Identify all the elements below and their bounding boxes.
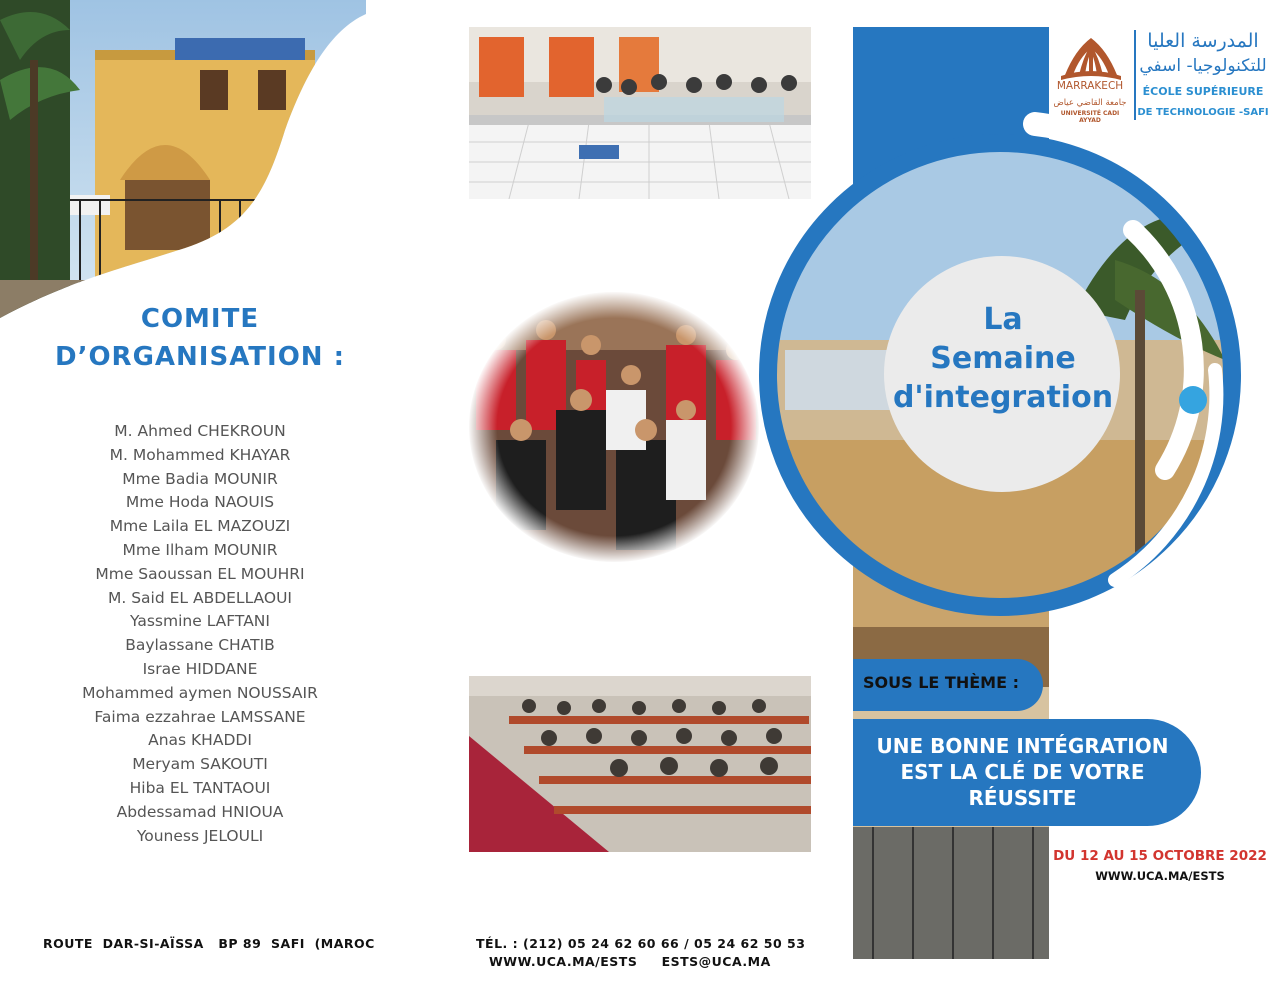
event-title-line1: La [983,302,1023,337]
committee-member: M. Said EL ABDELLAOUI [107,588,293,607]
theme-line1: UNE BONNE INTÉGRATION [876,734,1169,758]
committee-member: Youness JELOULI [136,826,264,845]
event-website: WWW.UCA.MA/ESTS [1095,869,1225,883]
footer-phone: TÉL. : (212) 05 24 62 60 66 / 05 24 62 50 53 [476,936,806,951]
theme-text [860,733,1185,811]
committee-member: Israe HIDDANE [142,659,258,678]
theme-line3: RÉUSSITE [968,786,1077,810]
event-title-line2: Semaine [930,341,1076,376]
committee-member: M. Ahmed CHEKROUN [114,422,286,440]
footer-address: ROUTE DAR-SI-AÏSSA BP 89 SAFI (MAROC [43,936,375,951]
school-arabic-line1: المدرسة العليا [1147,30,1259,52]
committee-title-line2: D’ORGANISATION : [54,342,346,372]
school-arabic-line2: للتكنولوجيا- اسفي [1139,56,1267,76]
university-name: UNIVERSITÉ CADI AYYAD [1060,110,1120,124]
committee-member: Mohammed aymen NOUSSAIR [82,683,318,702]
event-dates: DU 12 AU 15 OCTOBRE 2022 [1053,848,1267,864]
school-building-photo [0,0,366,320]
committee-member: Meryam SAKOUTI [132,755,268,774]
theme-line2: EST LA CLÉ DE VOTRE [900,760,1145,784]
theme-label: SOUS LE THÈME : [863,673,1019,692]
school-name-line1: ÉCOLE SUPÉRIEURE [1142,85,1264,98]
event-title-line3: d'integration [892,380,1114,415]
footer-web-email: WWW.UCA.MA/ESTS ESTS@UCA.MA [489,954,771,969]
committee-member: Yassmine LAFTANI [130,612,270,631]
university-arabic-name: جامعة القاضي عياض [1053,98,1127,108]
committee-member: M. Mohammed KHAYAR [109,445,291,464]
committee-member: Anas KHADDI [148,731,252,750]
committee-member: Abdessamad HNIOUA [116,802,284,821]
committee-member: Mme Badia MOUNIR [122,469,278,488]
committee-member: Mme Ilham MOUNIR [122,540,278,559]
committee-member-list [60,420,340,848]
university-logo-text: MARRAKECH [1056,80,1124,92]
students-group-photo [466,290,762,565]
committee-member: Faima ezzahrae LAMSSANE [94,707,306,726]
committee-member: Mme Saoussan EL MOUHRI [95,564,305,583]
committee-member: Mme Laila EL MAZOUZI [109,517,291,536]
amphitheater-photo [469,676,811,852]
committee-title-line1: COMITE [140,304,260,334]
committee-member: Baylassane CHATIB [125,636,275,655]
committee-member: Hiba EL TANTAOUI [129,778,271,797]
university-logo-icon [1055,30,1127,122]
committee-member: Mme Hoda NAOUIS [125,493,275,512]
school-name-line2: DE TECHNOLOGIE -SAFI [1137,107,1269,118]
event-title [885,300,1121,417]
